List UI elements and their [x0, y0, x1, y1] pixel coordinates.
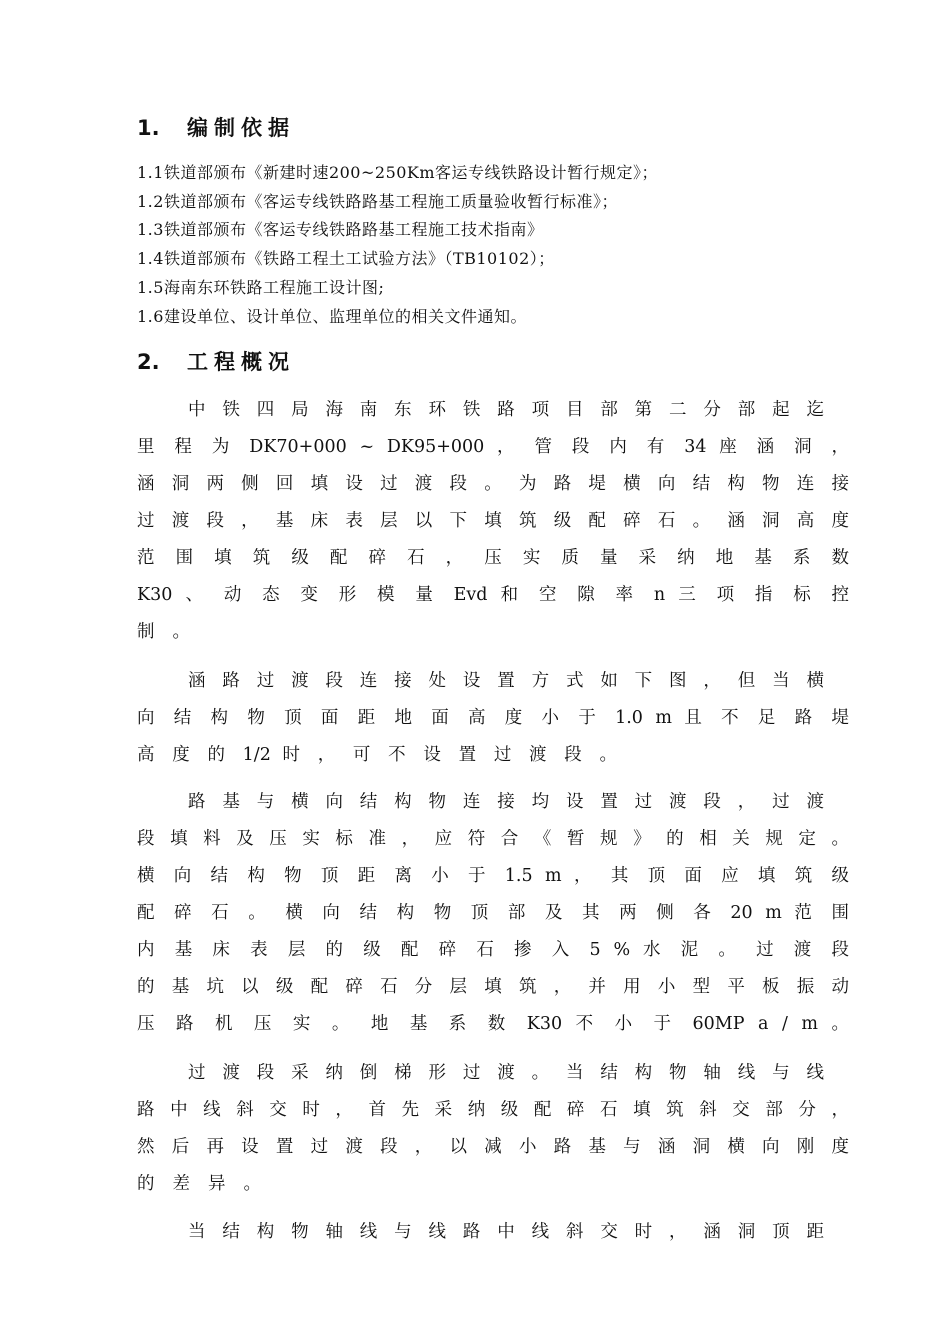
paragraph-4-line: 的差异。 — [137, 1174, 279, 1194]
paragraph-1-line: 里 程 为 DK70+000 ~ DK95+000 ， 管 段 内 有 34 座 涵 洞 ， — [137, 437, 849, 457]
paragraph-1-line: 制。 — [137, 622, 208, 642]
section-2-heading — [137, 346, 295, 376]
section-1-heading — [137, 112, 295, 142]
paragraph-3-line: 横 向 结 构 物 顶 距 离 小 于 1.5 m ， 其 顶 面 应 填 筑 级 — [137, 866, 849, 886]
paragraph-3-line: 段 填 料 及 压 实 标 准 ， 应 符 合 《 暂 规 》 的 相 关 规 定 。 — [137, 829, 849, 849]
paragraph-5-line: 当 结 构 物 轴 线 与 线 路 中 线 斜 交 时 ， 涵 洞 顶 距 — [188, 1222, 824, 1242]
paragraph-4-line: 路 中 线 斜 交 时 ， 首 先 采 纳 级 配 碎 石 填 筑 斜 交 部 分 ， — [137, 1100, 849, 1120]
reference-item: 1.3铁道部颁布《客运专线铁路路基工程施工技术指南》 — [137, 220, 544, 239]
section-1-number: 1. — [137, 116, 160, 140]
paragraph-1-line: 范 围 填 筑 级 配 碎 石 ， 压 实 质 量 采 纳 地 基 系 数 — [137, 548, 849, 568]
paragraph-1-line: 中 铁 四 局 海 南 东 环 铁 路 项 目 部 第 二 分 部 起 迄 — [188, 400, 824, 420]
section-2-title: 工程概况 — [187, 350, 295, 374]
paragraph-1-line: 涵 洞 两 侧 回 填 设 过 渡 段 。 为 路 堤 横 向 结 构 物 连 接 — [137, 474, 849, 494]
paragraph-2-line: 高 度 的 1/2 时 ， 可 不 设 置 过 渡 段 。 — [137, 745, 617, 765]
reference-item: 1.5海南东环铁路工程施工设计图; — [137, 278, 385, 297]
paragraph-1-line: 过 渡 段 ， 基 床 表 层 以 下 填 筑 级 配 碎 石 。 涵 洞 高 度 — [137, 511, 849, 531]
reference-item: 1.4铁道部颁布《铁路工程土工试验方法》（TB10102）； — [137, 249, 555, 268]
paragraph-3-line: 配 碎 石 。 横 向 结 构 物 顶 部 及 其 两 侧 各 20 m 范 围 — [137, 903, 849, 923]
paragraph-1-line: K30 、 动 态 变 形 模 量 Evd 和 空 隙 率 n 三 项 指 标 控 — [137, 585, 849, 605]
reference-item: 1.1铁道部颁布《新建时速200~250Km客运专线铁路设计暂行规定》； — [137, 163, 659, 182]
paragraph-3-line: 压 路 机 压 实 。 地 基 系 数 K30 不 小 于 60MP a / m 。 — [137, 1014, 849, 1034]
section-1-title: 编制依据 — [187, 116, 295, 140]
paragraph-2-line: 向 结 构 物 顶 面 距 地 面 高 度 小 于 1.0 m 且 不 足 路 堤 — [137, 708, 849, 728]
section-2-number: 2. — [137, 350, 160, 374]
paragraph-2-line: 涵 路 过 渡 段 连 接 处 设 置 方 式 如 下 图 ， 但 当 横 — [188, 671, 824, 691]
reference-item: 1.6建设单位、设计单位、监理单位的相关文件通知。 — [137, 307, 527, 326]
paragraph-3-line: 的 基 坑 以 级 配 碎 石 分 层 填 筑 ， 并 用 小 型 平 板 振 动 — [137, 977, 849, 997]
paragraph-4-line: 然 后 再 设 置 过 渡 段 ， 以 减 小 路 基 与 涵 洞 横 向 刚 度 — [137, 1137, 849, 1157]
paragraph-4-line: 过 渡 段 采 纳 倒 梯 形 过 渡 。 当 结 构 物 轴 线 与 线 — [188, 1063, 824, 1083]
paragraph-3-line: 内 基 床 表 层 的 级 配 碎 石 掺 入 5 % 水 泥 。 过 渡 段 — [137, 940, 849, 960]
reference-item: 1.2铁道部颁布《客运专线铁路路基工程施工质量验收暂行标准》； — [137, 192, 618, 211]
paragraph-3-line: 路 基 与 横 向 结 构 物 连 接 均 设 置 过 渡 段 ， 过 渡 — [188, 792, 824, 812]
